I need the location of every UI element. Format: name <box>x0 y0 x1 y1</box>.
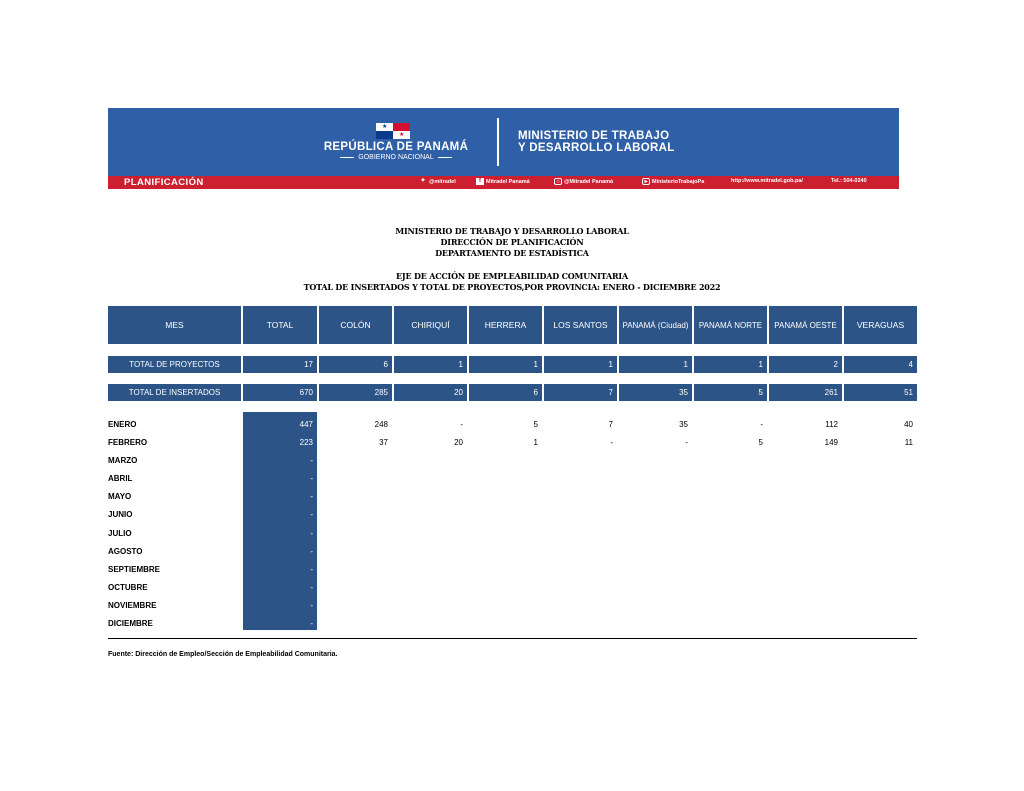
month-label: OCTUBRE <box>108 583 148 592</box>
heading-table-title: TOTAL DE INSERTADOS Y TOTAL DE PROYECTOS,POR PROVINCIA: ENERO - DICIEMBRE 2022 <box>303 282 721 292</box>
month-label: AGOSTO <box>108 547 143 556</box>
month-total: - <box>310 492 313 501</box>
col-header-mes: MES <box>108 306 241 344</box>
table-cell: 11 <box>904 438 913 447</box>
section-label: PLANIFICACIÓN <box>124 177 204 188</box>
ministry-line-2: Y DESARROLLO LABORAL <box>518 142 675 154</box>
table-cell: 285 <box>319 384 392 401</box>
month-label: JULIO <box>108 529 132 538</box>
col-header-herrera: HERRERA <box>469 306 542 344</box>
table-cell: 7 <box>544 384 617 401</box>
table-cell: 17 <box>243 356 317 373</box>
heading-axis: EJE DE ACCIÓN DE EMPLEABILIDAD COMUNITARIA <box>396 271 628 281</box>
table-cell: 40 <box>904 420 913 429</box>
panama-flag-icon: ★ ★ <box>376 123 410 139</box>
table-cell: 1 <box>619 356 692 373</box>
table-cell: 6 <box>469 384 542 401</box>
table-cell: 5 <box>694 384 767 401</box>
banner-blue-band <box>108 108 899 176</box>
twitter-link[interactable]: ✦ @mitradel <box>420 178 456 185</box>
month-label: ENERO <box>108 420 137 429</box>
col-header-panama-norte: PANAMÁ NORTE <box>694 306 767 344</box>
table-cell: 1 <box>694 356 767 373</box>
republic-title: REPÚBLICA DE PANAMÁ <box>323 141 469 153</box>
month-label: JUNIO <box>108 510 133 519</box>
table-cell: 37 <box>379 438 388 447</box>
table-cell: - <box>610 438 613 447</box>
table-cell: 112 <box>825 420 838 429</box>
table-cell: 149 <box>824 438 838 447</box>
month-total: 447 <box>299 420 313 429</box>
month-total: - <box>310 547 313 556</box>
col-header-los-santos: LOS SANTOS <box>544 306 617 344</box>
month-label: MARZO <box>108 456 138 465</box>
col-header-veraguas: VERAGUAS <box>844 306 917 344</box>
month-total: - <box>310 474 313 483</box>
month-label: NOVIEMBRE <box>108 601 157 610</box>
instagram-icon: ○ <box>554 178 562 185</box>
table-cell: 1 <box>469 356 542 373</box>
month-total: - <box>310 619 313 628</box>
ministry-title <box>518 130 675 154</box>
month-label: DICIEMBRE <box>108 619 153 628</box>
banner-divider <box>497 118 499 166</box>
month-label: MAYO <box>108 492 132 501</box>
table-cell: 5 <box>758 438 763 447</box>
heading-ministry: MINISTERIO DE TRABAJO Y DESARROLLO LABORAL <box>395 226 629 236</box>
table-cell: 35 <box>619 384 692 401</box>
col-header-colon: COLÓN <box>319 306 392 344</box>
table-cell: 1 <box>544 356 617 373</box>
month-total: - <box>310 583 313 592</box>
month-total: - <box>310 456 313 465</box>
table-cell: 51 <box>844 384 917 401</box>
total-insertados-label: TOTAL DE INSERTADOS <box>108 384 241 401</box>
facebook-icon: f <box>476 178 484 185</box>
website-link[interactable]: http://www.mitradel.gob.pa/ <box>731 178 803 184</box>
month-total: - <box>310 601 313 610</box>
source-note: Fuente: Dirección de Empleo/Sección de Empleabilidad Comunitaria. <box>108 651 338 658</box>
table-cell: 20 <box>454 438 463 447</box>
ministry-banner <box>108 108 899 189</box>
month-total: 223 <box>299 438 313 447</box>
col-header-panama-ciudad: PANAMÁ (Ciudad) <box>619 306 692 344</box>
table-cell: 35 <box>679 420 688 429</box>
phone-label: Tel.: 504-0240 <box>831 178 867 184</box>
month-label: ABRIL <box>108 474 133 483</box>
col-header-total: TOTAL <box>243 306 317 344</box>
table-cell: 670 <box>243 384 317 401</box>
table-cell: 20 <box>394 384 467 401</box>
col-header-chiriqui: CHIRIQUÍ <box>394 306 467 344</box>
table-cell: 1 <box>394 356 467 373</box>
month-label: FEBRERO <box>108 438 148 447</box>
table-cell: 1 <box>533 438 538 447</box>
month-total: - <box>310 529 313 538</box>
table-cell: 248 <box>374 420 388 429</box>
instagram-link[interactable]: ○ @Mitradel Panamá <box>554 178 613 185</box>
facebook-link[interactable]: f Mitradel Panamá <box>476 178 530 185</box>
twitter-icon: ✦ <box>420 178 426 184</box>
table-cell: 5 <box>533 420 538 429</box>
heading-department: DEPARTAMENTO DE ESTADÍSTICA <box>435 248 589 258</box>
youtube-icon: ▸ <box>642 178 650 185</box>
col-header-panama-oeste: PANAMÁ OESTE <box>769 306 842 344</box>
ministry-line-1: MINISTERIO DE TRABAJO <box>518 130 670 142</box>
table-cell: - <box>460 420 463 429</box>
table-cell: 261 <box>769 384 842 401</box>
table-cell: 6 <box>319 356 392 373</box>
month-total: - <box>310 565 313 574</box>
total-proyectos-label: TOTAL DE PROYECTOS <box>108 356 241 373</box>
heading-direction: DIRECCIÓN DE PLANIFICACIÓN <box>440 237 584 247</box>
youtube-link[interactable]: ▸ MinisterioTrabajoPa <box>642 178 704 185</box>
month-label: SEPTIEMBRE <box>108 565 161 574</box>
table-cell: 4 <box>844 356 917 373</box>
table-cell: 7 <box>608 420 613 429</box>
table-cell: 2 <box>769 356 842 373</box>
table-bottom-rule <box>108 638 917 639</box>
table-cell: - <box>685 438 688 447</box>
month-total: - <box>310 510 313 519</box>
gobierno-label: GOBIERNO NACIONAL <box>312 154 480 161</box>
table-cell: - <box>760 420 763 429</box>
